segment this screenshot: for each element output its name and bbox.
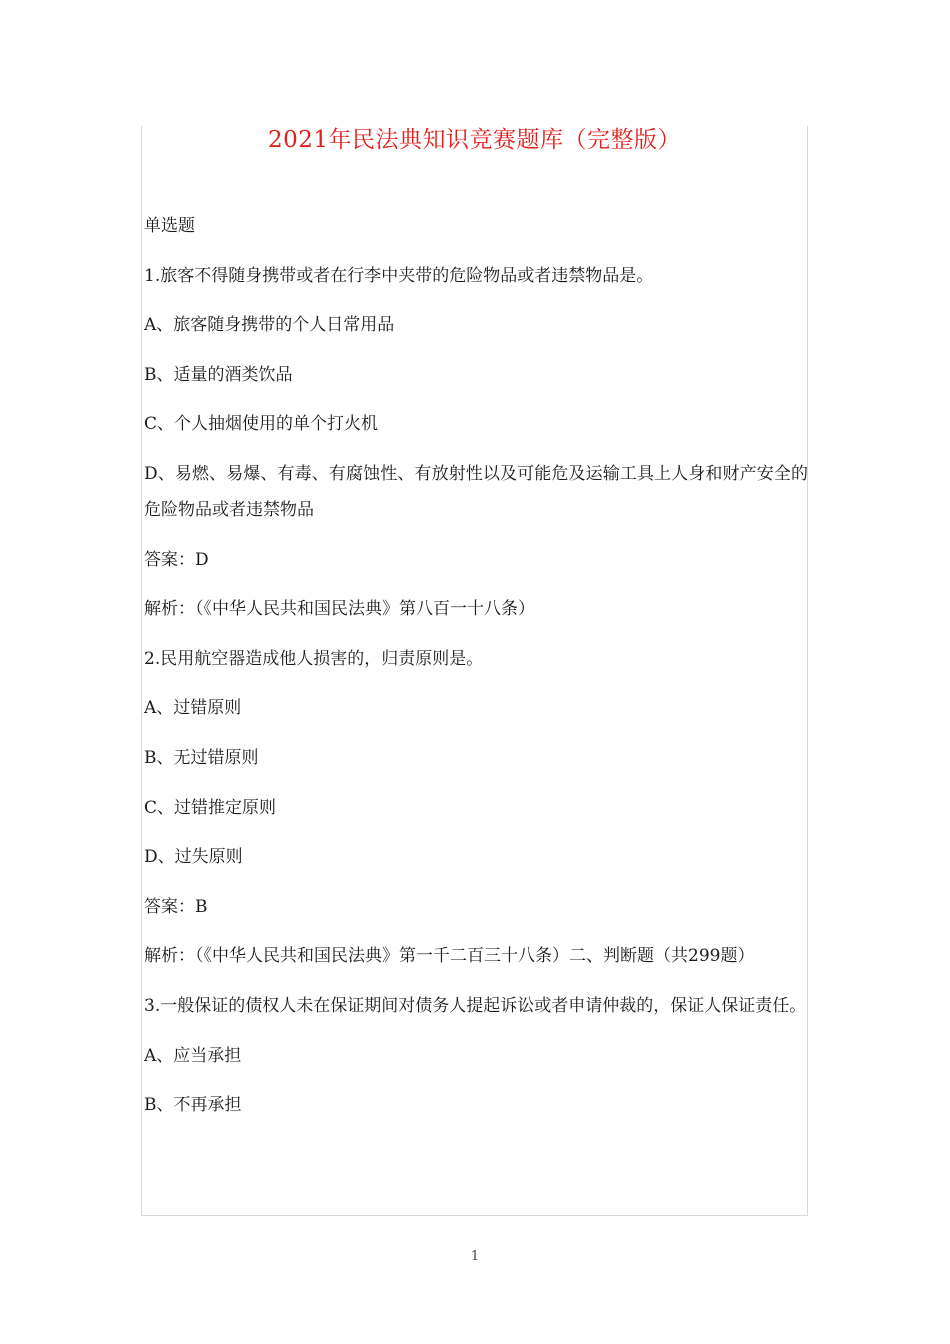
question-1: 1.旅客不得随身携带或者在行李中夹带的危险物品或者违禁物品是。: [144, 265, 654, 286]
question-2-option-d: D、过失原则: [144, 847, 243, 868]
question-1-answer: 答案：D: [144, 549, 209, 570]
question-2-analysis: 解析：（《中华人民共和国民法典》第一千二百三十八条）二、判断题（共299题）: [144, 946, 755, 967]
question-2: 2.民用航空器造成他人损害的，归责原则是。: [144, 648, 484, 669]
question-1-option-b: B、适量的酒类饮品: [144, 364, 293, 385]
question-1-analysis: 解析：（《中华人民共和国民法典》第八百一十八条）: [144, 599, 535, 620]
question-1-option-c: C、个人抽烟使用的单个打火机: [144, 414, 379, 435]
page-number: 1: [470, 1249, 480, 1264]
section-heading: 单选题: [144, 216, 195, 236]
question-3-option-a: A、应当承担: [144, 1045, 242, 1066]
question-3: 3.一般保证的债权人未在保证期间对债务人提起诉讼或者申请仲裁的，保证人保证责任。: [144, 995, 807, 1016]
question-2-option-a: A、过错原则: [144, 698, 242, 719]
question-2-option-b: B、无过错原则: [144, 747, 259, 768]
question-2-answer: 答案：B: [144, 896, 208, 917]
question-1-option-a: A、旅客随身携带的个人日常用品: [144, 315, 395, 336]
document-title: 2021年民法典知识竞赛题库（完整版）: [267, 127, 682, 153]
document-body: [144, 208, 808, 1137]
question-3-option-b: B、不再承担: [144, 1095, 242, 1116]
question-2-option-c: C、过错推定原则: [144, 797, 277, 818]
question-1-option-d: D、易燃、易爆、有毒、有腐蚀性、有放射性以及可能危及运输工具上人身和财产安全的危险物品或者违禁物品: [144, 463, 808, 520]
